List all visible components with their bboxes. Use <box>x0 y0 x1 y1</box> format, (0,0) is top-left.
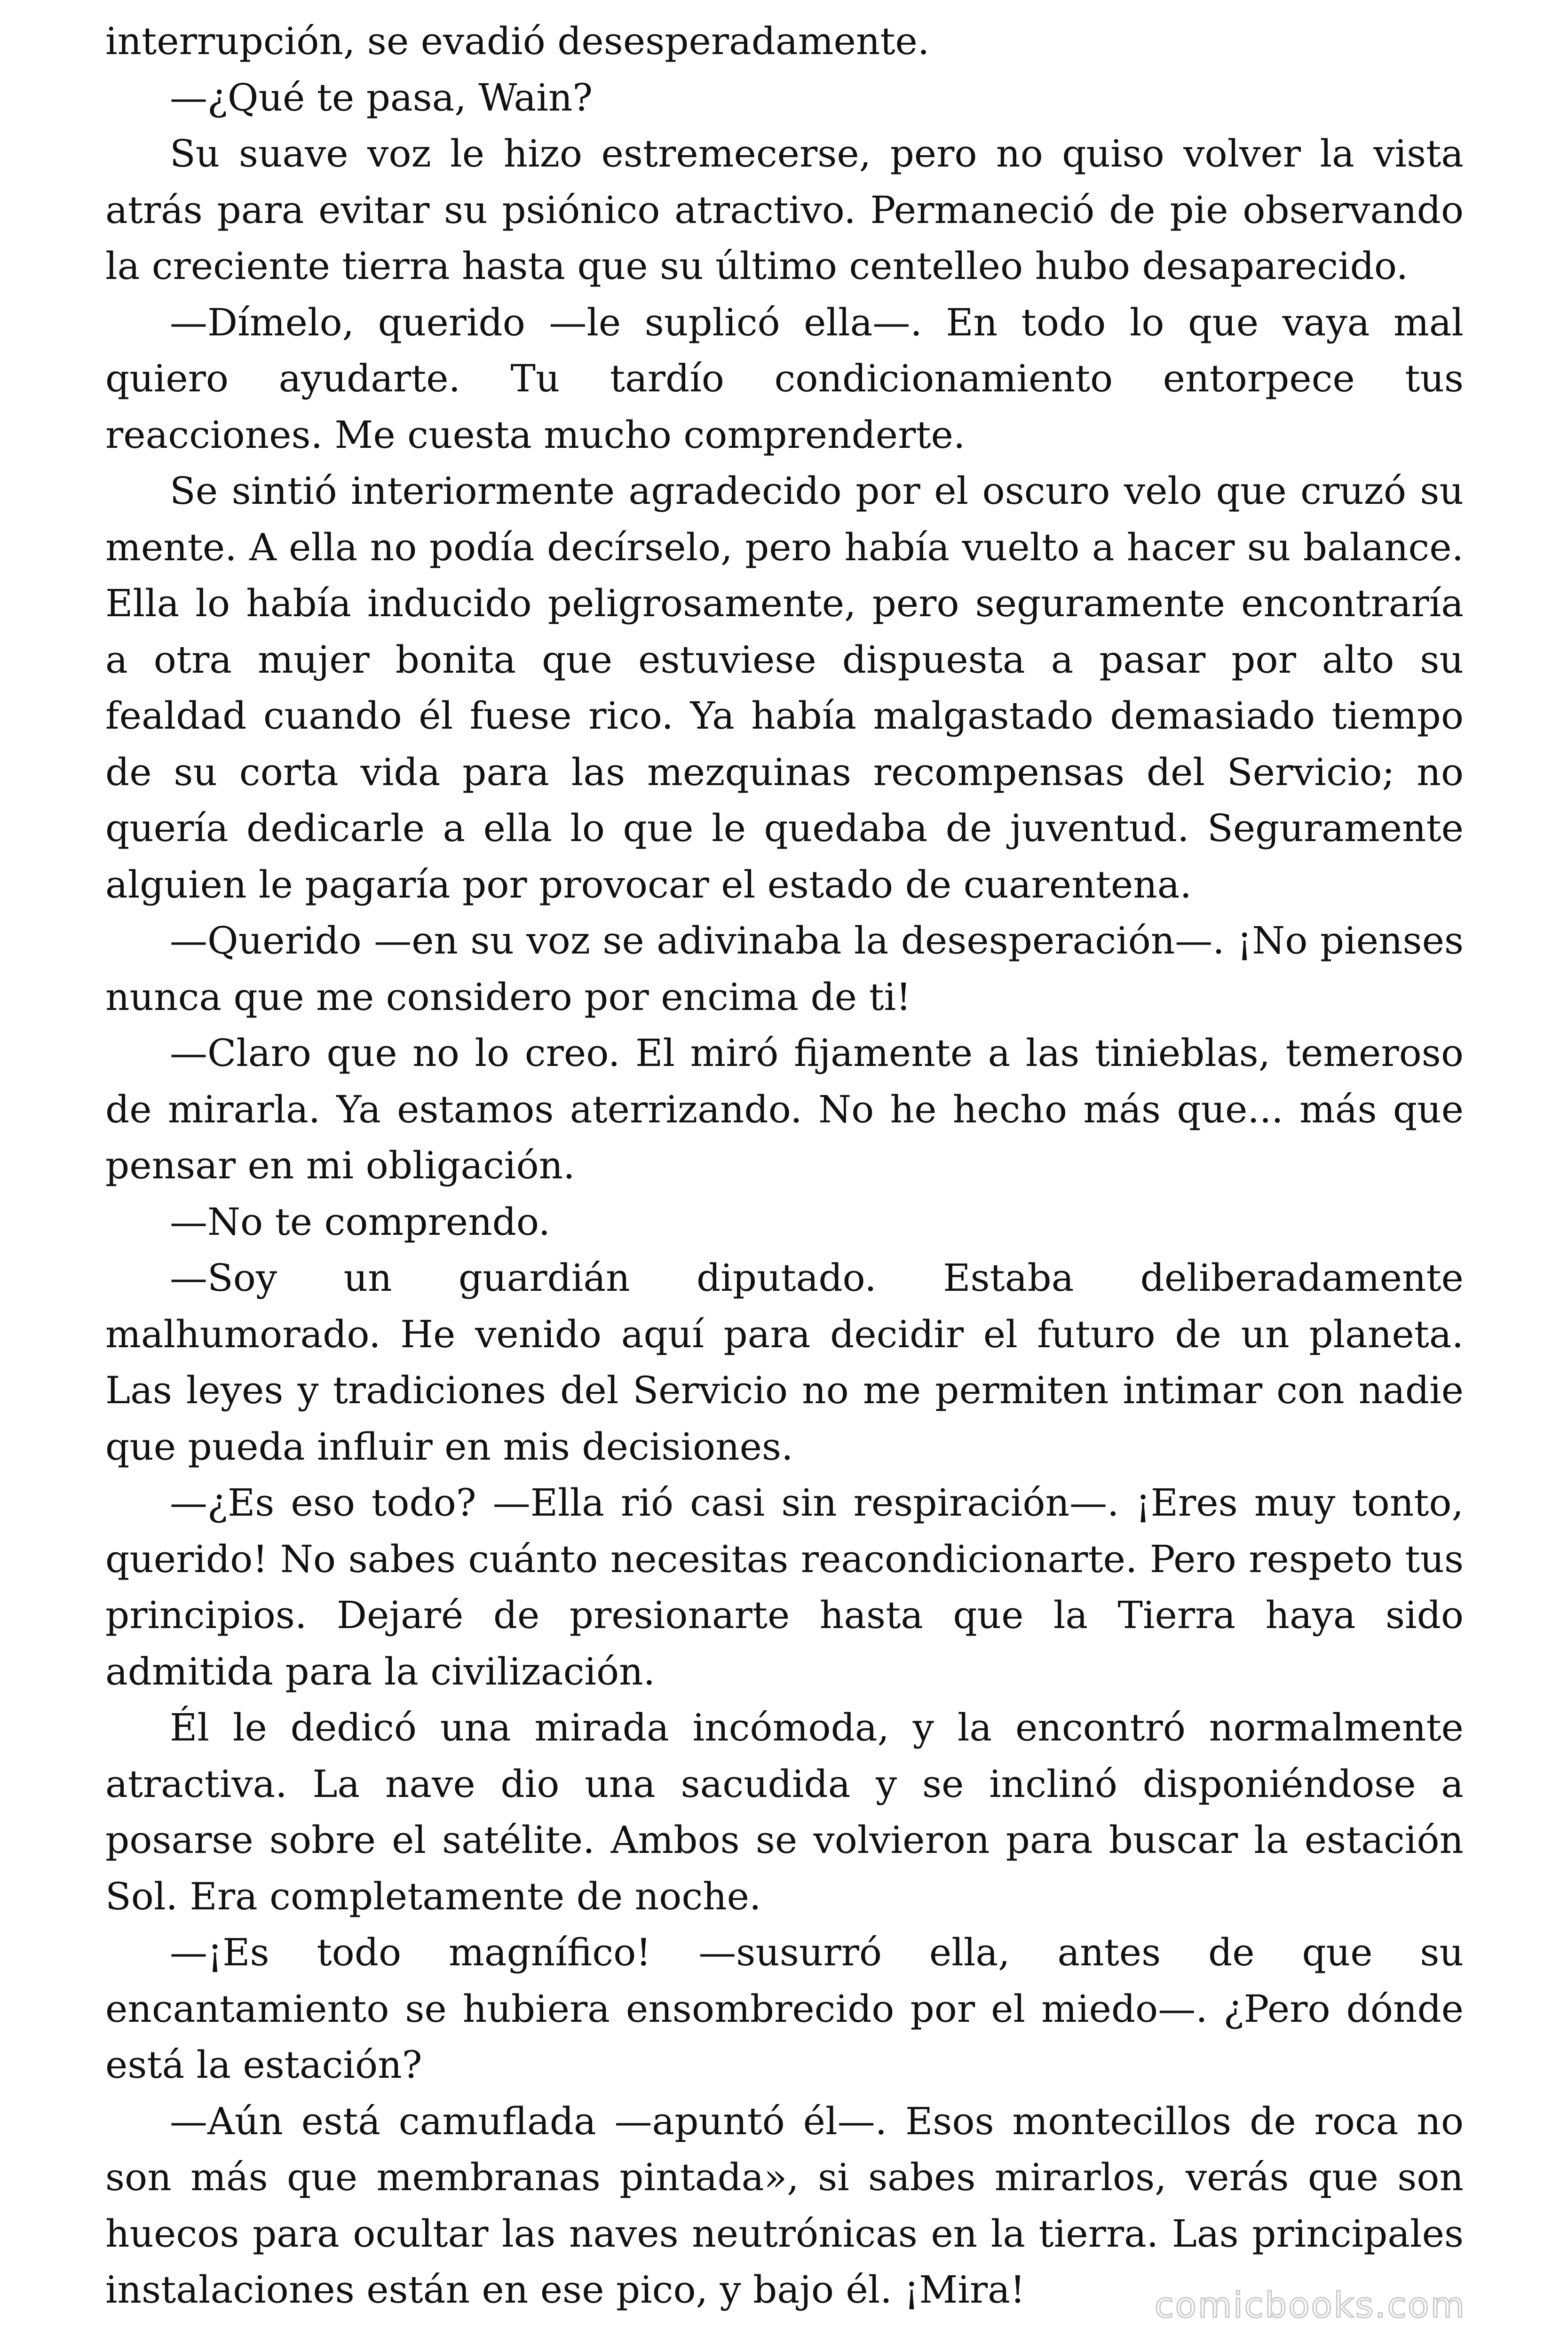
paragraph: Se sintió interiormente agradecido por el oscuro velo que cruzó su mente. A ella no podía decírselo, pero había vuelto a hacer su balance. Ella lo había inducido peligrosamente, pero seguramente encontraría a otra mujer bonita que estuviese dispuesta a pasar por alto su fealdad cuando él fuese rico. Ya había malgastado demasiado tiempo de su corta vida para las mezquinas recompensas del Servicio; no quería dedicarle a ella lo que le quedaba de juventud. Seguramente alguien le pagaría por provocar el estado de cuarentena. <box>105 469 1464 906</box>
paragraph: Su suave voz le hizo estremecerse, pero no quiso volver la vista atrás para evitar su psiónico atractivo. Permaneció de pie observando la creciente tierra hasta que su último centelleo hubo desaparecido. <box>105 132 1464 288</box>
paragraph: —Claro que no lo creo. El miró fijamente a las tinieblas, temeroso de mirarla. Ya estamos aterrizando. No he hecho más que... más que pensar en mi obligación. <box>105 1031 1464 1187</box>
paragraph: —Dímelo, querido —le suplicó ella—. En todo lo que vaya mal quiero ayudarte. Tu tardío condicionamiento entorpece tus reacciones. Me cuesta mucho comprenderte. <box>105 300 1464 457</box>
paragraph: —¿Es eso todo? —Ella rió casi sin respiración—. ¡Eres muy tonto, querido! No sabes cuánto necesitas reacondicionarte. Pero respeto tus principios. Dejaré de presionarte hasta que la Tierra haya sido admitida para la civilización. <box>105 1481 1464 1693</box>
paragraph-continuation: interrupción, se evadió desesperadamente. <box>105 19 930 63</box>
paragraph: —No te comprendo. <box>170 1200 551 1244</box>
page-text <box>105 13 1464 2318</box>
paragraph: —Aún está camuflada —apuntó él—. Esos montecillos de roca no son más que membranas pintada», si sabes mirarlos, verás que son huecos para ocultar las naves neutrónicas en la tierra. Las principales instalaciones están en ese pico, y bajo él. ¡Mira! <box>105 2099 1464 2312</box>
paragraph: —¡Es todo magnífico! —susurró ella, antes de que su encantamiento se hubiera ensombrecido por el miedo—. ¿Pero dónde está la estación? <box>105 1931 1464 2087</box>
watermark: comicbooks.com <box>1155 2285 1466 2326</box>
paragraph: —Querido —en su voz se adivinaba la desesperación—. ¡No pienses nunca que me considero por encima de ti! <box>105 919 1464 1019</box>
paragraph: —Soy un guardián diputado. Estaba deliberadamente malhumorado. He venido aquí para decidir el futuro de un planeta. Las leyes y tradiciones del Servicio no me permiten intimar con nadie que pueda influir en mis decisiones. <box>105 1256 1464 1469</box>
paragraph: —¿Qué te pasa, Wain? <box>170 75 593 119</box>
paragraph: Él le dedicó una mirada incómoda, y la encontró normalmente atractiva. La nave dio una sacudida y se inclinó disponiéndose a posarse sobre el satélite. Ambos se volvieron para buscar la estación Sol. Era completamente de noche. <box>105 1706 1464 1918</box>
